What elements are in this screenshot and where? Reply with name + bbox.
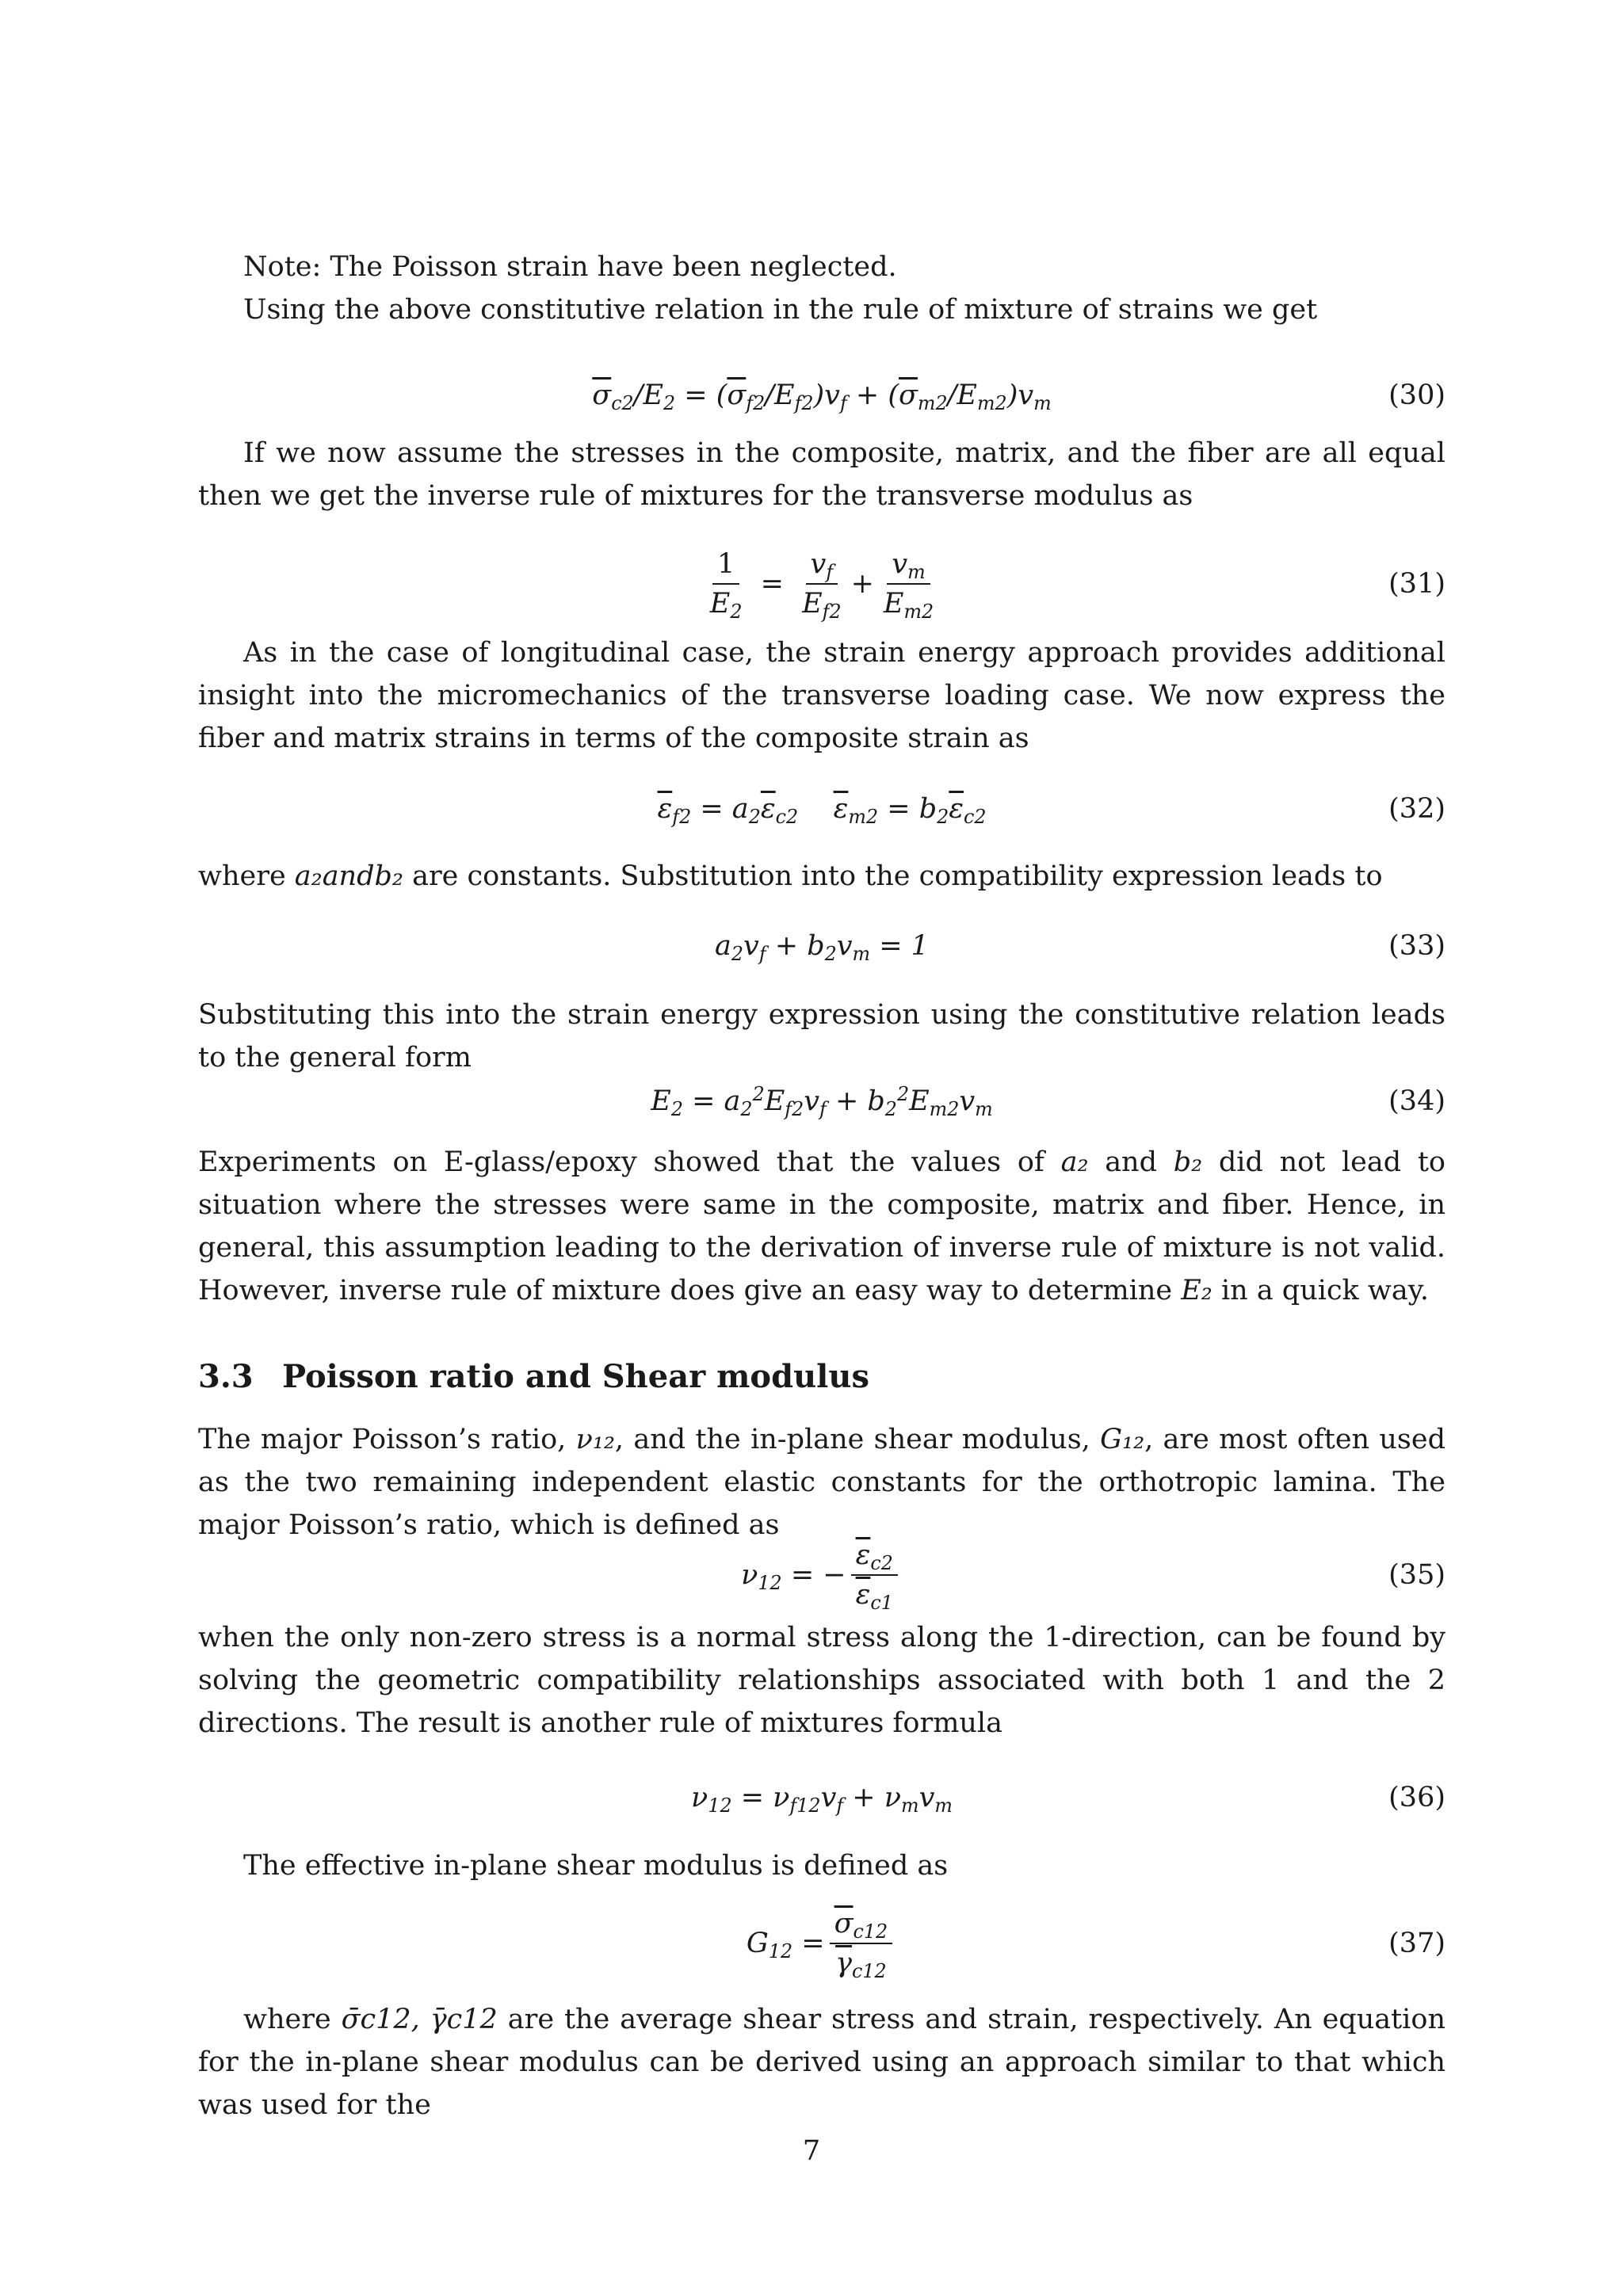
inverse-rule-paragraph: If we now assume the stresses in the composite, matrix, and the fiber are all equal then we get the inverse rule of mixtures for the transverse modulus as	[198, 437, 1445, 512]
equation-number-33: (33)	[1388, 930, 1445, 962]
substituting-paragraph: Substituting this into the strain energy expression using the constitutive relation leads to the general form	[198, 999, 1445, 1074]
section-number: 3.3	[198, 1358, 254, 1395]
nonzero-stress-paragraph: when the only non-zero stress is a normal stress along the 1-direction, can be found by solving the geometric compatibility relationships associated with both 1 and the 2 directions. The result is another rule of mixtures formula	[198, 1622, 1445, 1739]
equation-33: $a_2v_f + b_2v_m = 1$	[715, 930, 929, 966]
shear-modulus-paragraph: The effective in-plane shear modulus is defined as	[243, 1850, 949, 1882]
equation-35: $\nu_{12}$ = − $\frac{\overline{\varepsilon}_{c2}}{\overline{\varepsilon}_{c1}}$	[198, 1535, 1445, 1615]
equation-31: $\frac{1}{E_2}$ = $\frac{v_f}{E_{f2}}$ + $\frac{v_m}{E_{m2}}$	[709, 548, 934, 624]
section-heading	[198, 1356, 869, 1398]
page-number: 7	[802, 2135, 821, 2167]
strain-energy-paragraph: As in the case of longitudinal case, the strain energy approach provides additional insight into the micromechanics of the transverse loading case. We now express the fiber and matrix strains in terms of the composite strain as	[198, 637, 1445, 754]
constants-paragraph: where a₂andb₂ are constants. Substitution into the compatibility expression leads to	[198, 860, 1383, 892]
equation-36: $\nu_{12} = \nu_{f12}v_f + \nu_mv_m$	[691, 1782, 953, 1817]
equation-number-36: (36)	[1388, 1782, 1445, 1814]
section-title: Poisson ratio and Shear modulus	[282, 1358, 869, 1395]
equation-30: $\overline{\sigma}_{c2}/E_2 = (\overline{\sigma}_{f2}/E_{f2})v_f + (\overline{\sigma}_{m2}/E_{m2})v_m$	[592, 379, 1052, 415]
equation-number-30: (30)	[1388, 379, 1445, 411]
experiments-paragraph: Experiments on E-glass/epoxy showed that the values of a₂ and b₂ did not lead to situation where the stresses were same in the composite, matrix and fiber. Hence, in general, this assumption leading to the derivation of inverse rule of mixture is not valid. However, inverse rule of mixture does give an easy way to determine E₂ in a quick way.	[198, 1146, 1445, 1306]
equation-34: $E_2 = a_2^2E_{f2}v_f + b_2^2E_{m2}v_m$	[651, 1083, 993, 1121]
note-paragraph: Note: The Poisson strain have been neglected.	[243, 251, 897, 283]
equation-32: $\overline{\varepsilon}_{f2} = a_2\overline{\varepsilon}_{c2}$ $\overline{\varepsilon}_{m2} = b_2\overline{\varepsilon}_{c2}$	[657, 793, 987, 829]
final-paragraph: where σ̄c12, γ̄c12 are the average shear stress and strain, respectively. An equation for the in-plane shear modulus can be derived using an approach similar to that which was used for the	[198, 2004, 1445, 2121]
major-poisson-paragraph: The major Poisson’s ratio, ν₁₂, and the in-plane shear modulus, G₁₂, are most often used as the two remaining independent elastic constants for the orthotropic lamina. The major Poisson’s ratio, which is defined as	[198, 1424, 1445, 1541]
equation-number-32: (32)	[1388, 793, 1445, 825]
equation-number-31: (31)	[1388, 568, 1445, 600]
equation-number-34: (34)	[1388, 1085, 1445, 1117]
equation-number-37: (37)	[1388, 1928, 1445, 1959]
using-paragraph: Using the above constitutive relation in the rule of mixture of strains we get	[243, 294, 1318, 326]
equation-37: $G_{12}$ = $\frac{\overline{\sigma}_{c12}}{\overline{\gamma}_{c12}}$	[198, 1904, 1445, 1983]
equation-number-35: (35)	[1388, 1559, 1445, 1591]
